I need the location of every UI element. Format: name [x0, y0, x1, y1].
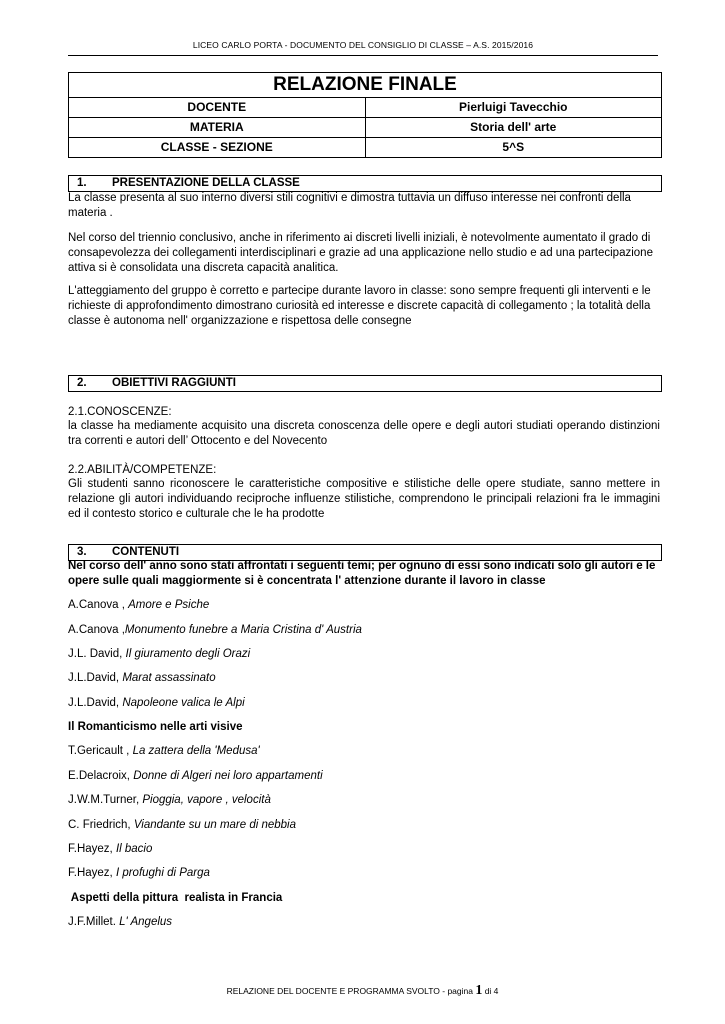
info-label: MATERIA [69, 118, 366, 138]
page-header: LICEO CARLO PORTA - DOCUMENTO DEL CONSIGLIO DI CLASSE – A.S. 2015/2016 [192, 40, 534, 50]
artwork-title: La zattera della 'Medusa' [132, 745, 260, 757]
info-value: Pierluigi Tavecchio [365, 98, 662, 118]
header-rule [68, 55, 658, 56]
page-number: 1 [475, 983, 483, 998]
artwork-item [68, 794, 271, 806]
artwork-item [68, 697, 245, 709]
artwork-item [68, 745, 260, 757]
artwork-item [68, 916, 172, 928]
info-row-classe [69, 138, 662, 158]
artwork-title: Il bacio [115, 843, 153, 855]
artwork-title: Donne di Algeri nei loro appartamenti [133, 770, 323, 782]
info-table [68, 72, 662, 158]
artwork-title: Viandante su un mare di nebbia [133, 819, 297, 831]
artwork-title: Napoleone valica le Alpi [122, 697, 245, 709]
section-1-paragraph: L'atteggiamento del gruppo è corretto e partecipe durante lavoro in classe: sono sempre frequenti gli interventi e le richieste di approfondimento dimostrano curiosità ed interesse e discrete capacità di collegamento ; la totalità della classe è autonoma nell' organizzazione e rispettosa delle consegne [68, 285, 651, 327]
page-total: di 4 [482, 986, 499, 996]
info-value: Storia dell' arte [365, 118, 662, 138]
info-label: DOCENTE [69, 98, 366, 118]
section-title: OBIETTIVI RAGGIUNTI [112, 377, 236, 389]
artwork-author: A.Canova , [68, 624, 125, 636]
artwork-author: T.Gericault , [68, 745, 133, 757]
artwork-item [68, 599, 209, 611]
section-2-heading [68, 375, 662, 392]
artwork-item [68, 843, 152, 855]
artwork-author: J.L.David, [68, 697, 123, 709]
artwork-author: F.Hayez, [68, 843, 116, 855]
artwork-title: Il giuramento degli Orazi [125, 648, 251, 660]
info-title-row [69, 73, 662, 98]
skills-subtitle: 2.2.ABILITÀ/COMPETENZE: [68, 464, 217, 476]
artwork-author: J.W.M.Turner, [68, 794, 143, 806]
info-value: 5^S [365, 138, 662, 158]
artwork-author: F.Hayez, [68, 867, 116, 879]
artwork-author: J.L.David, [68, 672, 123, 684]
artwork-item [68, 648, 250, 660]
section-title: CONTENUTI [112, 546, 180, 558]
section-title: PRESENTAZIONE DELLA CLASSE [112, 177, 300, 189]
info-label: CLASSE - SEZIONE [69, 138, 366, 158]
section-number: 1. [77, 177, 87, 189]
artwork-title: L' Angelus [119, 916, 173, 928]
contents-intro: Nel corso dell' anno sono stati affrontati i seguenti temi; per ognuno di essi sono indicati solo gli autori e le opere sulle quali maggiormente si è concentrata l' attenzione durante il lavoro in classe [68, 560, 656, 587]
realism-heading: Aspetti della pittura realista in Francia [68, 892, 283, 904]
skills-text: Gli studenti sanno riconoscere le caratteristiche compositive e stilistiche delle opere studiate, sanno mettere in relazione gli autori individuando reciproche influenze stilistiche, comprendono le principali relazioni fra le immagini ed il contesto storico e culturale che le ha prodotte [68, 478, 660, 520]
report-title: RELAZIONE FINALE [69, 73, 662, 98]
romanticism-heading: Il Romanticismo nelle arti visive [68, 721, 243, 733]
artwork-title: Pioggia, vapore , velocità [142, 794, 271, 806]
info-row-materia [69, 118, 662, 138]
artwork-item [68, 867, 210, 879]
footer-text: RELAZIONE DEL DOCENTE E PROGRAMMA SVOLTO - pagina [226, 986, 476, 996]
artwork-item [68, 624, 362, 636]
knowledge-text: la classe ha mediamente acquisito una discreta conoscenza delle opere e degli autori studiati operando distinzioni tra correnti e autori dell’ Ottocento e del Novecento [68, 420, 660, 447]
artwork-author: J.L. David, [68, 648, 126, 660]
artwork-title: I profughi di Parga [115, 867, 210, 879]
artwork-title: Marat assassinato [122, 672, 216, 684]
artwork-author: E.Delacroix, [68, 770, 134, 782]
artwork-title: Amore e Psiche [128, 599, 210, 611]
section-number: 2. [77, 377, 87, 389]
knowledge-subtitle: 2.1.CONOSCENZE: [68, 406, 172, 418]
artwork-item [68, 770, 323, 782]
section-1-paragraph: Nel corso del triennio conclusivo, anche in riferimento ai discreti livelli iniziali, è notevolmente aumentato il grado di consapevolezza dei collegamenti interdisciplinari e grazie ad una applicazione nello studio e ad una partecipazione attiva si è consolidata una discreta capacità analitica. [68, 232, 653, 274]
info-row-docente [69, 98, 662, 118]
artwork-author: A.Canova , [68, 599, 129, 611]
section-1-heading [68, 175, 662, 192]
section-number: 3. [77, 546, 87, 558]
artwork-author: J.F.Millet. [68, 916, 120, 928]
artwork-item [68, 672, 216, 684]
artwork-item [68, 819, 296, 831]
page-footer [0, 983, 725, 999]
artwork-title: Monumento funebre a Maria Cristina d' Austria [124, 624, 362, 636]
artwork-author: C. Friedrich, [68, 819, 134, 831]
section-1-paragraph: La classe presenta al suo interno diversi stili cognitivi e dimostra tuttavia un diffuso interesse nei confronti della materia . [68, 192, 631, 219]
